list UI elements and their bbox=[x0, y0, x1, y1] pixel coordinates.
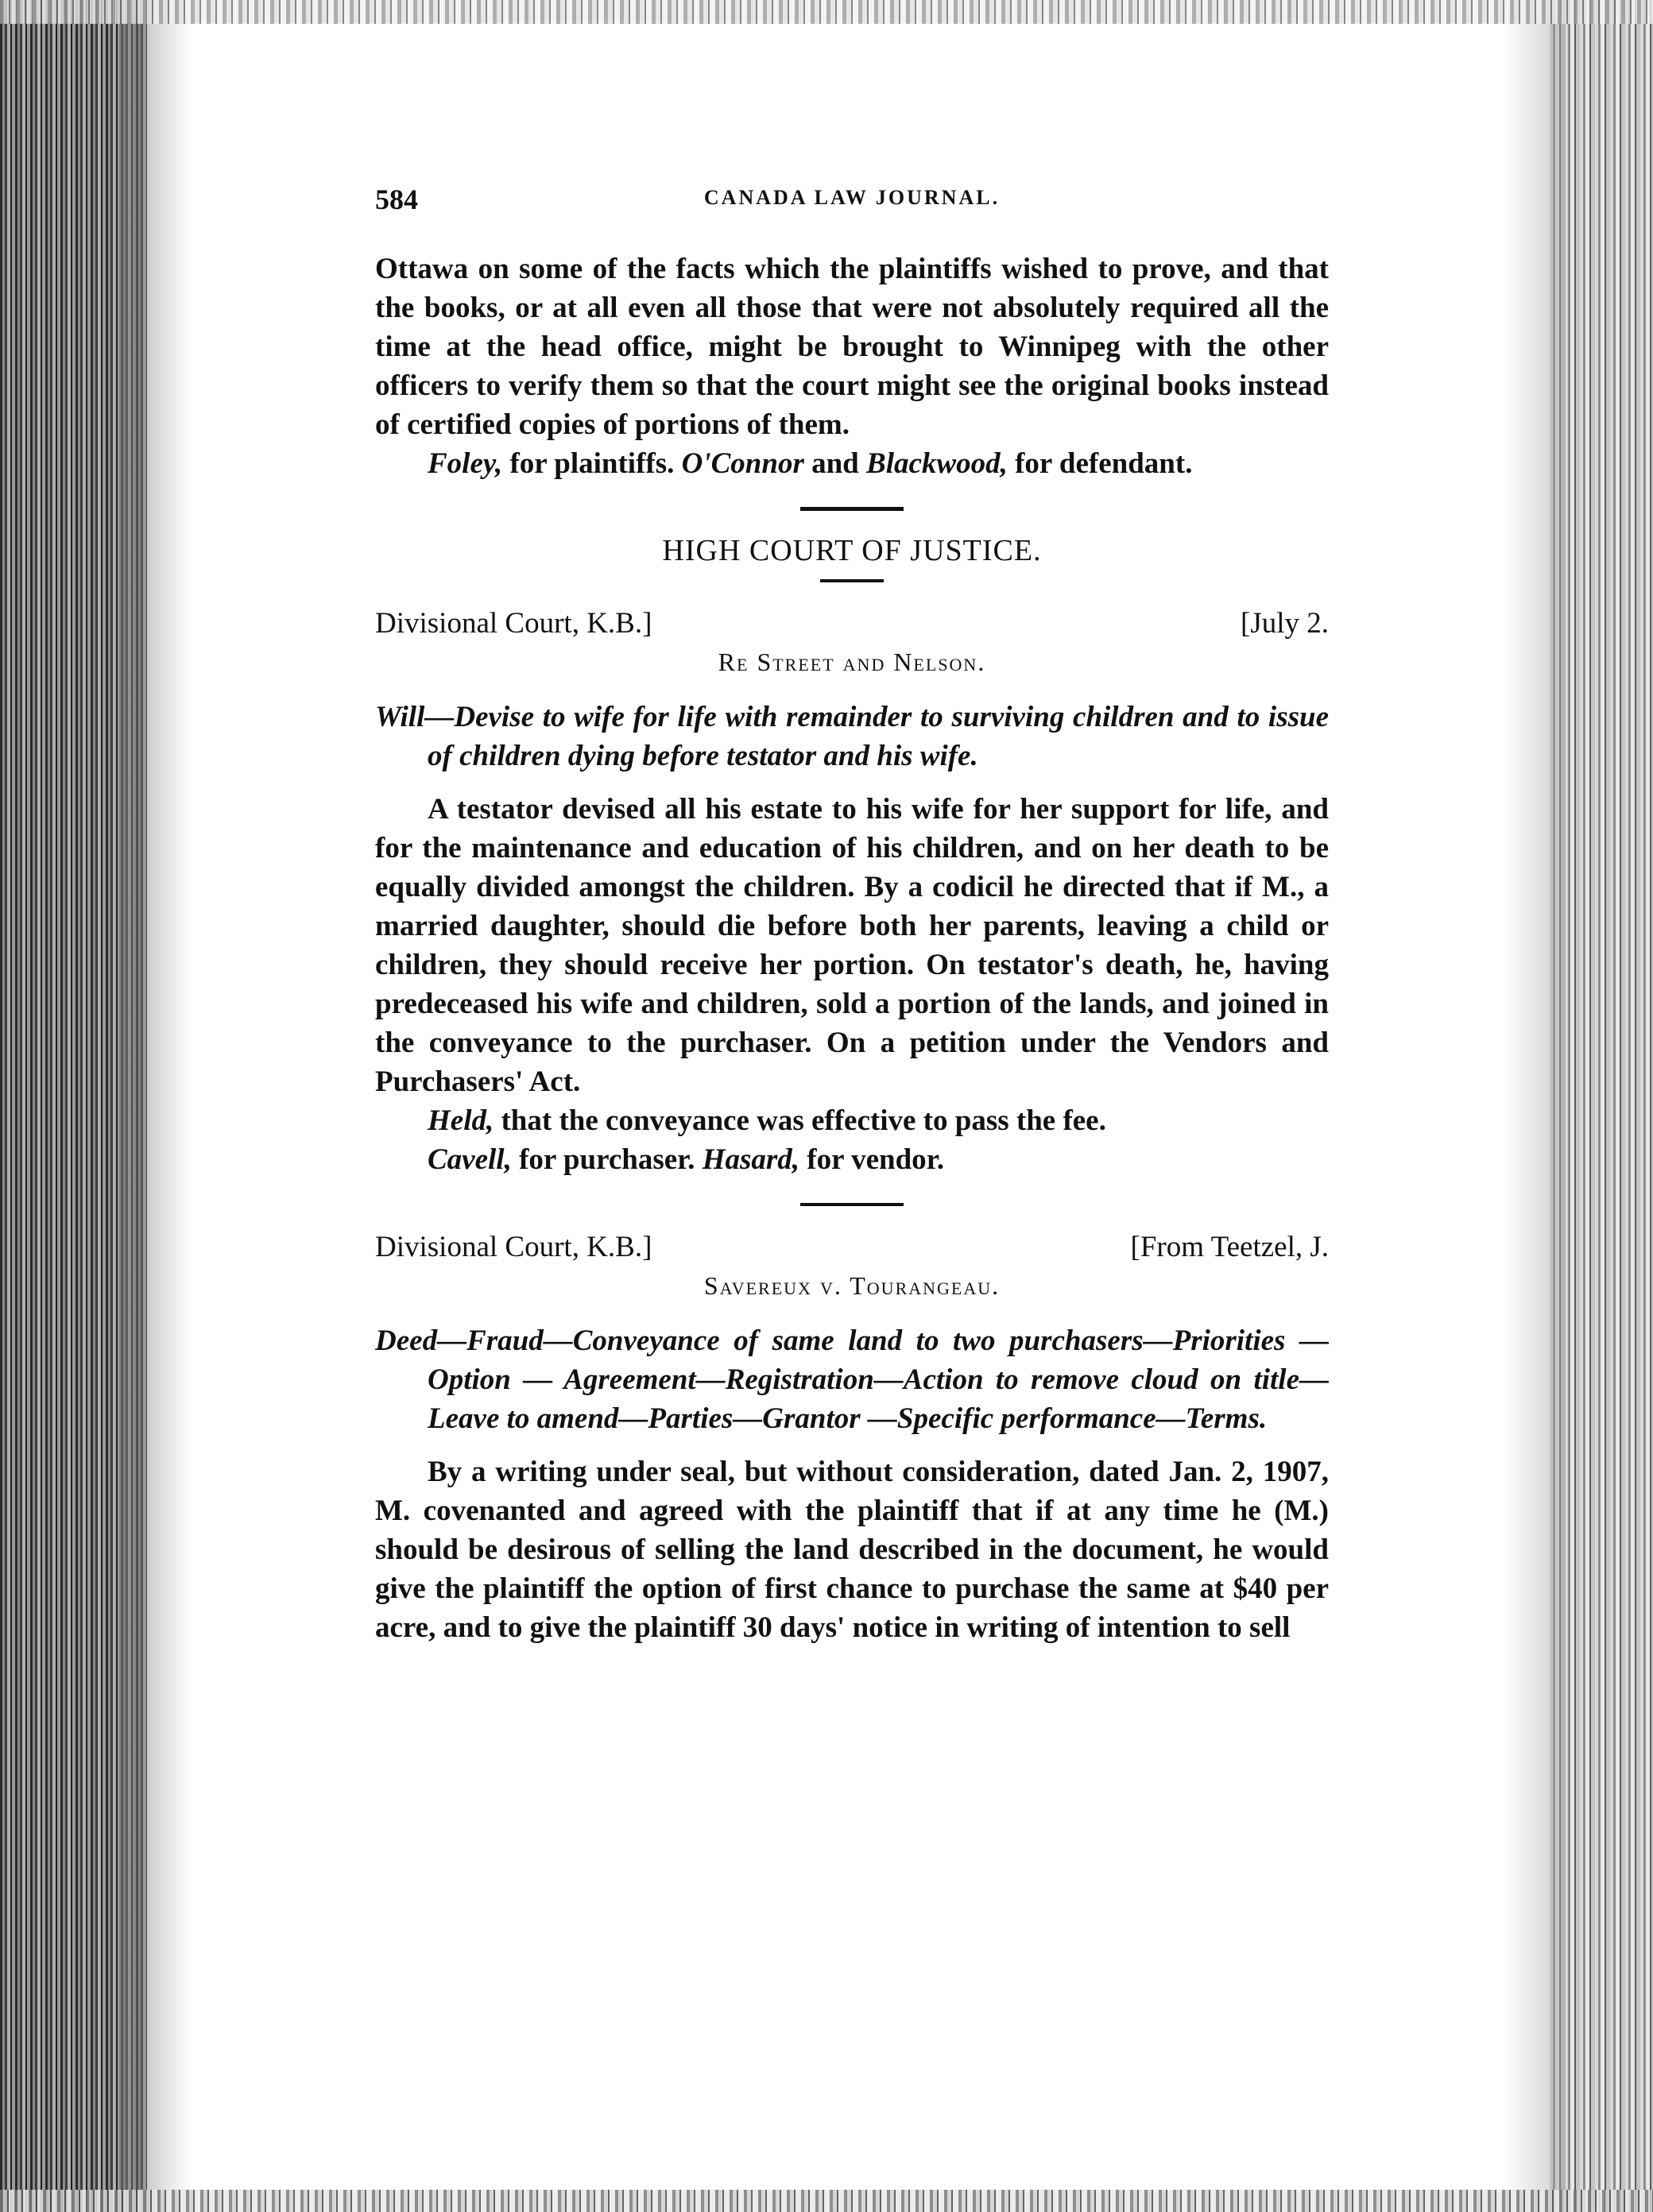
journal-page bbox=[375, 159, 1329, 1647]
case-headnote: Will—Devise to wife for life with remainder to surviving children and to issue of children dying before testator and his wife. bbox=[375, 701, 1329, 772]
case-citation-line bbox=[375, 606, 1329, 648]
counsel-name: Blackwood, bbox=[866, 447, 1008, 480]
case-counsel bbox=[375, 1140, 1329, 1179]
section-divider bbox=[800, 507, 904, 511]
counsel-text: for plaintiffs. bbox=[502, 447, 682, 480]
running-head bbox=[375, 183, 1329, 230]
court-name: Divisional Court, K.B.] bbox=[375, 607, 652, 640]
case-divider bbox=[800, 1203, 904, 1206]
heading-divider bbox=[820, 579, 884, 582]
section-heading: HIGH COURT OF JUSTICE. bbox=[662, 534, 1042, 567]
held-line bbox=[375, 1101, 1329, 1140]
case-date: [July 2. bbox=[1241, 607, 1329, 640]
case-citation-line bbox=[375, 1230, 1329, 1271]
scan-shadow-left bbox=[119, 0, 191, 2212]
continuation-paragraph: Ottawa on some of the facts which the plaintiffs wished to prove, and that the books, or at all even all those that were not absolutely required all the time at the head office, might be brought to Winnipeg with the other officers to verify them so that the court might see the original books instead of certified copies of portions of them. bbox=[375, 253, 1329, 441]
scan-edge-top bbox=[0, 0, 1653, 24]
case-name: Savereux v. Tourangeau. bbox=[703, 1271, 1001, 1300]
counsel-name: Cavell, bbox=[428, 1143, 512, 1176]
counsel-text: and bbox=[803, 447, 867, 480]
case-date: [From Teetzel, J. bbox=[1130, 1231, 1329, 1263]
held-label: Held, bbox=[428, 1104, 494, 1137]
case-body: A testator devised all his estate to his wife for her support for life, and for the maintenance and education of his children, and on her death to be equally divided amongst the children. By a codicil he directed that if M., a married daughter, should die before both her parents, leaving a child or children, they should receive her portion. On testator's death, he, having predeceased his wife and children, sold a portion of the lands, and joined in the conveyance to the purchaser. On a petition under the Vendors and Purchasers' Act. bbox=[375, 793, 1329, 1098]
case-name: Re Street and Nelson. bbox=[718, 648, 986, 676]
scan-edge-bottom bbox=[0, 2190, 1653, 2212]
case-headnote: Deed—Fraud—Conveyance of same land to two purchasers—Priorities — Option — Agreement—Registration—Action to remove cloud on title—Leave to amend—Parties—Grantor —Specific performance—Terms. bbox=[375, 1324, 1329, 1435]
case-body: By a writing under seal, but without consideration, dated Jan. 2, 1907, M. covenanted and agreed with the plaintiff that if at any time he (M.) should be desirous of selling the land described in the document, he would give the plaintiff the option of first chance to purchase the same at $40 per acre, and to give the plaintiff 30 days' notice in writing of intention to sell bbox=[375, 1456, 1329, 1644]
journal-title: CANADA LAW JOURNAL. bbox=[703, 186, 1001, 209]
counsel-text: for defendant. bbox=[1007, 447, 1193, 480]
continuation-counsel bbox=[375, 444, 1329, 483]
counsel-text: for vendor. bbox=[799, 1143, 944, 1176]
counsel-text: for purchaser. bbox=[511, 1143, 703, 1176]
page-number: 584 bbox=[375, 184, 418, 215]
counsel-name: Foley, bbox=[428, 447, 503, 480]
scan-shadow-right bbox=[1502, 0, 1566, 2212]
counsel-name: O'Connor bbox=[681, 447, 804, 480]
court-name: Divisional Court, K.B.] bbox=[375, 1231, 652, 1263]
held-text: that the conveyance was effective to pass the fee. bbox=[494, 1104, 1106, 1137]
counsel-name: Hasard, bbox=[702, 1143, 800, 1176]
